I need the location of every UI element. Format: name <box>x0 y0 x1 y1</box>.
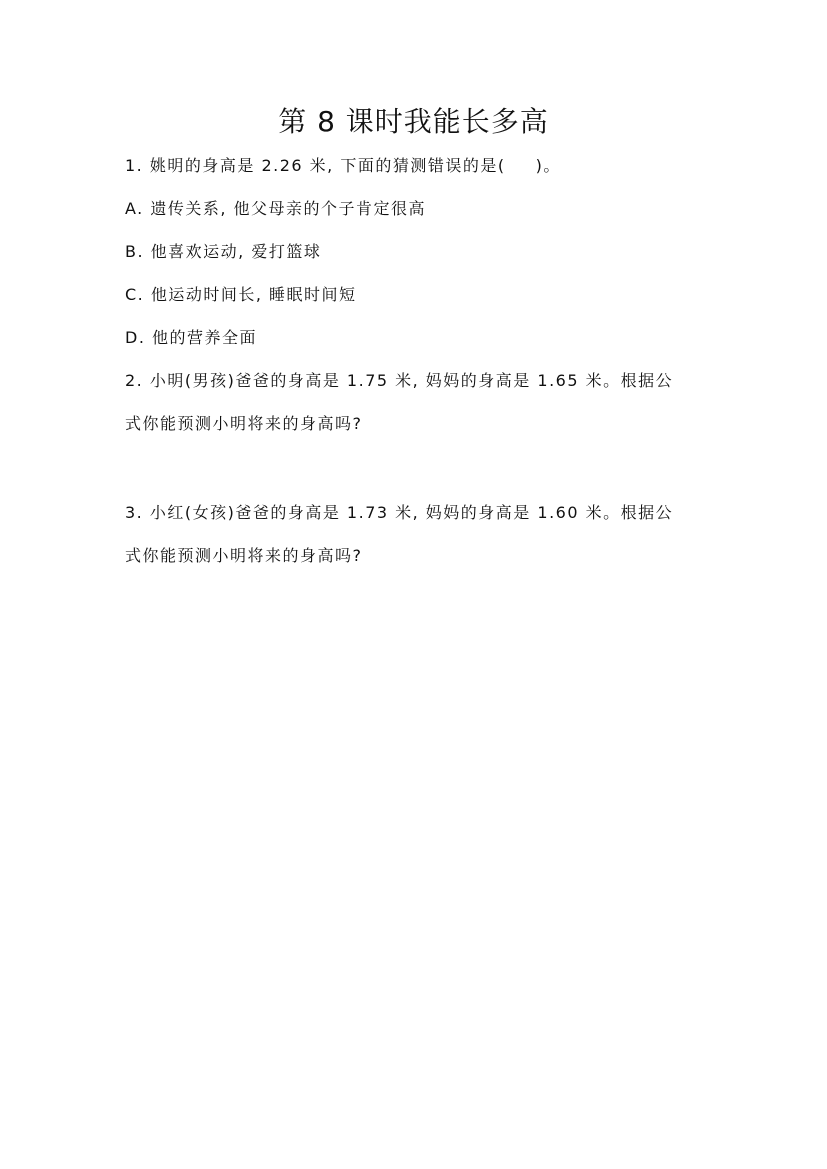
question-2-line-1: 2. 小明(男孩)爸爸的身高是 1.75 米, 妈妈的身高是 1.65 米。根据公 <box>125 371 674 390</box>
question-1-stem-text: 1. 姚明的身高是 2.26 米, 下面的猜测错误的是( <box>125 156 506 175</box>
question-1-option-c: C. 他运动时间长, 睡眠时间短 <box>125 285 357 304</box>
question-3-line-2: 式你能预测小明将来的身高吗? <box>125 546 363 565</box>
question-1-stem-end: )。 <box>535 156 561 175</box>
question-1-stem <box>125 154 725 178</box>
question-1-option-d: D. 他的营养全面 <box>125 328 257 347</box>
question-1-option-b: B. 他喜欢运动, 爱打篮球 <box>125 242 322 261</box>
question-2-line-2: 式你能预测小明将来的身高吗? <box>125 414 363 433</box>
question-1-option-a: A. 遗传关系, 他父母亲的个子肯定很高 <box>125 199 427 218</box>
question-3-line-1: 3. 小红(女孩)爸爸的身高是 1.73 米, 妈妈的身高是 1.60 米。根据公 <box>125 503 674 522</box>
lesson-title: 第 8 课时我能长多高 <box>278 105 549 138</box>
